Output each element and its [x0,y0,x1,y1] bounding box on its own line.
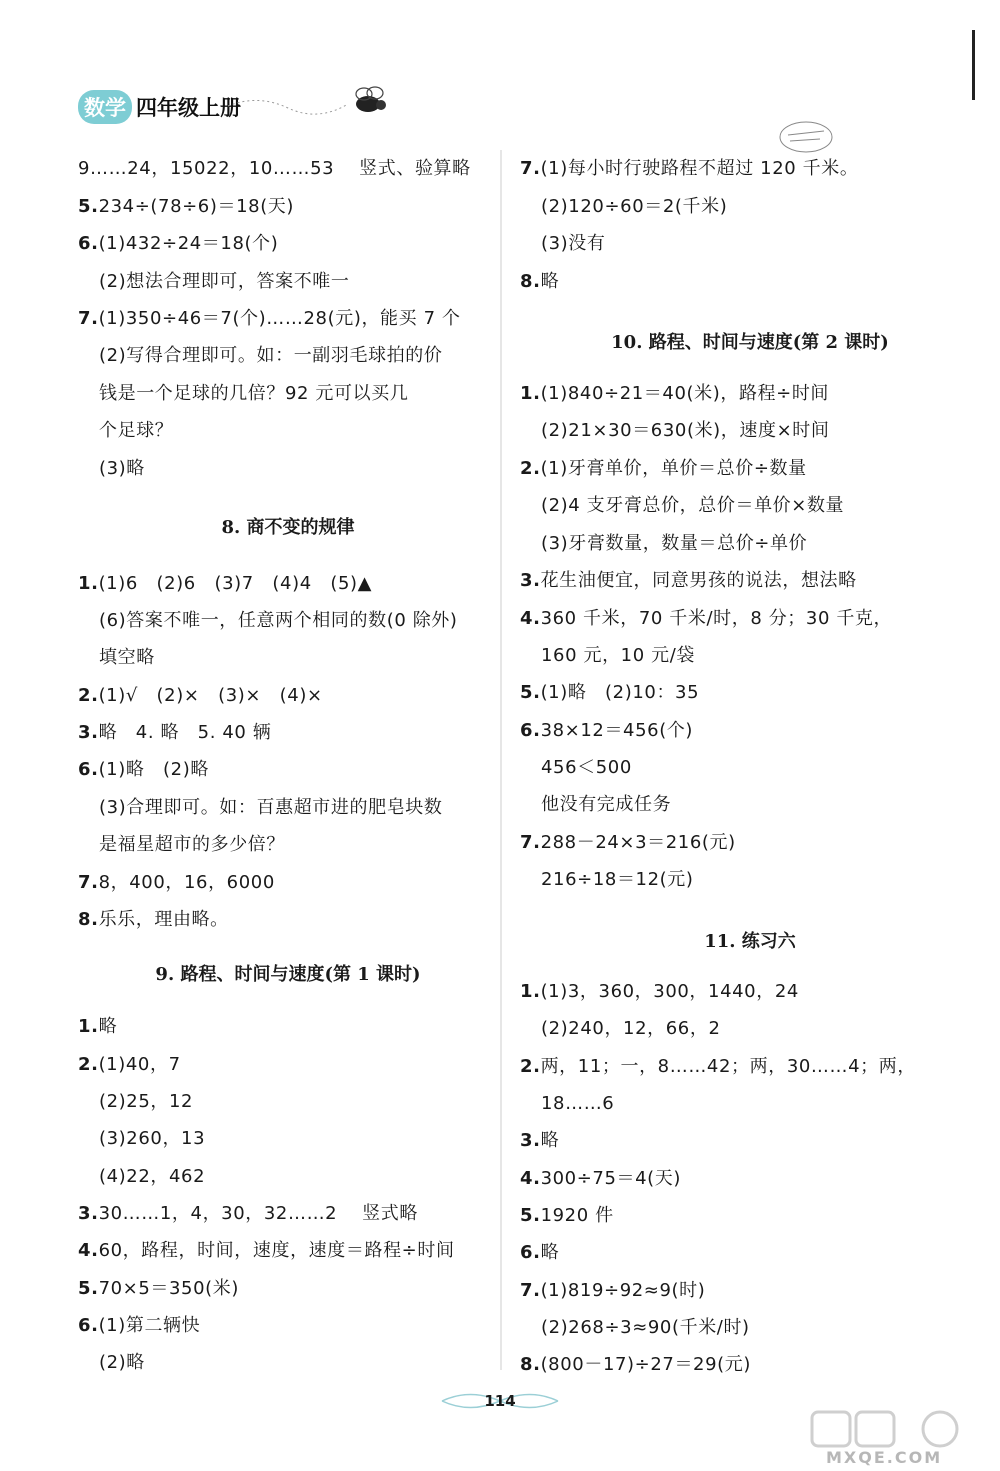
answer-line: 160 元，10 元/袋 [541,645,695,666]
answer-line: 5.70×5＝350(米) [78,1278,240,1299]
answer-line: 5.(1)略 (2)10：35 [520,682,700,703]
answer-line: 3.30……1，4，30，32……2 竖式略 [78,1203,418,1224]
answer-line: (2)120÷60＝2(千米) [541,196,728,217]
answer-line: 是福星超市的多少倍？ [99,834,285,855]
answer-line: 2.(1)√ (2)× (3)× (4)× [78,685,323,706]
answer-line: 5.1920 件 [520,1205,614,1226]
answer-line: 3.略 [520,1130,560,1151]
answer-line: 1.(1)3，360，300，1440，24 [520,981,799,1002]
answer-line: 1.(1)840÷21＝40(米)，路程÷时间 [520,383,830,404]
answer-line: (3)260，13 [99,1128,206,1149]
page-number: 114 [484,1392,516,1410]
pencil-doodle-icon [776,117,836,157]
answer-line: (2)想法合理即可，答案不唯一 [99,271,350,292]
answer-line: 6.略 [520,1242,560,1263]
answer-line: 4.360 千米，70 千米/时，8 分；30 千克， [520,608,893,629]
answer-line: 7.8，400，16，6000 [78,872,275,893]
answer-line: (2)4 支牙膏总价，总价＝单价×数量 [541,495,845,516]
page-edge-line [972,30,975,100]
answer-line: (2)略 [99,1352,145,1373]
answer-line: (4)22，462 [99,1166,206,1187]
subject-badge: 数学 [78,90,132,124]
answer-line: 1.(1)6 (2)6 (3)7 (4)4 (5)▲ [78,573,373,594]
answer-line: 1.略 [78,1016,118,1037]
answer-line: 7.(1)819÷92≈9(时) [520,1280,706,1301]
answer-line: 4.60，路程，时间，速度，速度＝路程÷时间 [78,1240,455,1261]
answer-line: 6.(1)432÷24＝18(个) [78,233,279,254]
answer-line: 7.(1)350÷46＝7(个)……28(元)，能买 7 个 [78,308,461,329]
answer-line: 个足球？ [99,420,174,441]
bee-icon [228,84,398,124]
answer-line: 6.(1)略 (2)略 [78,759,209,780]
answer-line: 填空略 [99,647,155,668]
answer-line: 2.两，11；一，8……42；两，30……4；两， [520,1056,916,1077]
answer-line: 216÷18＝12(元) [541,869,694,890]
answer-line: (6)答案不唯一，任意两个相同的数(0 除外) [99,610,458,631]
answer-line: 9……24，15022，10……53 竖式、验算略 [78,158,471,179]
answer-line: (3)合理即可。如：百惠超市进的肥皂块数 [99,797,443,818]
section-title: 11. 练习六 [704,931,796,952]
answer-line: (2)25，12 [99,1091,194,1112]
answer-line: 6.(1)第二辆快 [78,1315,201,1336]
answer-line: (3)略 [99,458,145,479]
section-title: 9. 路程、时间与速度(第 1 课时) [155,964,421,985]
watermark-logo-icon [810,1408,980,1448]
section-title: 8. 商不变的规律 [221,517,355,538]
answer-line: 18……6 [541,1093,615,1114]
answer-line: (3)没有 [541,233,606,254]
answer-line: 7.288－24×3＝216(元) [520,832,736,853]
watermark-text: MXQE.COM [826,1448,943,1467]
answer-line: 8.(800－17)÷27＝29(元) [520,1354,752,1375]
answer-line: (2)268÷3≈90(千米/时) [541,1317,750,1338]
answer-line: 3.略 4. 略 5. 40 辆 [78,722,272,743]
answer-line: 钱是一个足球的几倍？92 元可以买几 [99,383,409,404]
answer-line: 3.花生油便宜，同意男孩的说法，想法略 [520,570,857,591]
answer-line: 他没有完成任务 [541,794,672,815]
grade-label: 四年级上册 [136,96,241,120]
answer-line: (2)写得合理即可。如：一副羽毛球拍的价 [99,345,443,366]
answer-line: 5.234÷(78÷6)＝18(天) [78,196,295,217]
answer-line: (3)牙膏数量，数量＝总价÷单价 [541,533,808,554]
answer-line: 2.(1)40，7 [78,1054,181,1075]
answer-line: (2)21×30＝630(米)，速度×时间 [541,420,830,441]
answer-line: 456＜500 [541,757,632,778]
column-divider [500,150,502,1370]
answer-line: 8.略 [520,271,560,292]
answer-line: 7.(1)每小时行驶路程不超过 120 千米。 [520,158,859,179]
section-title: 10. 路程、时间与速度(第 2 课时) [611,332,889,353]
answer-line: (2)240，12，66，2 [541,1018,721,1039]
answer-line: 6.38×12＝456(个) [520,720,694,741]
page-header [78,90,241,124]
answer-line: 4.300÷75＝4(天) [520,1168,682,1189]
answer-line: 8.乐乐，理由略。 [78,909,229,930]
answer-line: 2.(1)牙膏单价，单价＝总价÷数量 [520,458,807,479]
